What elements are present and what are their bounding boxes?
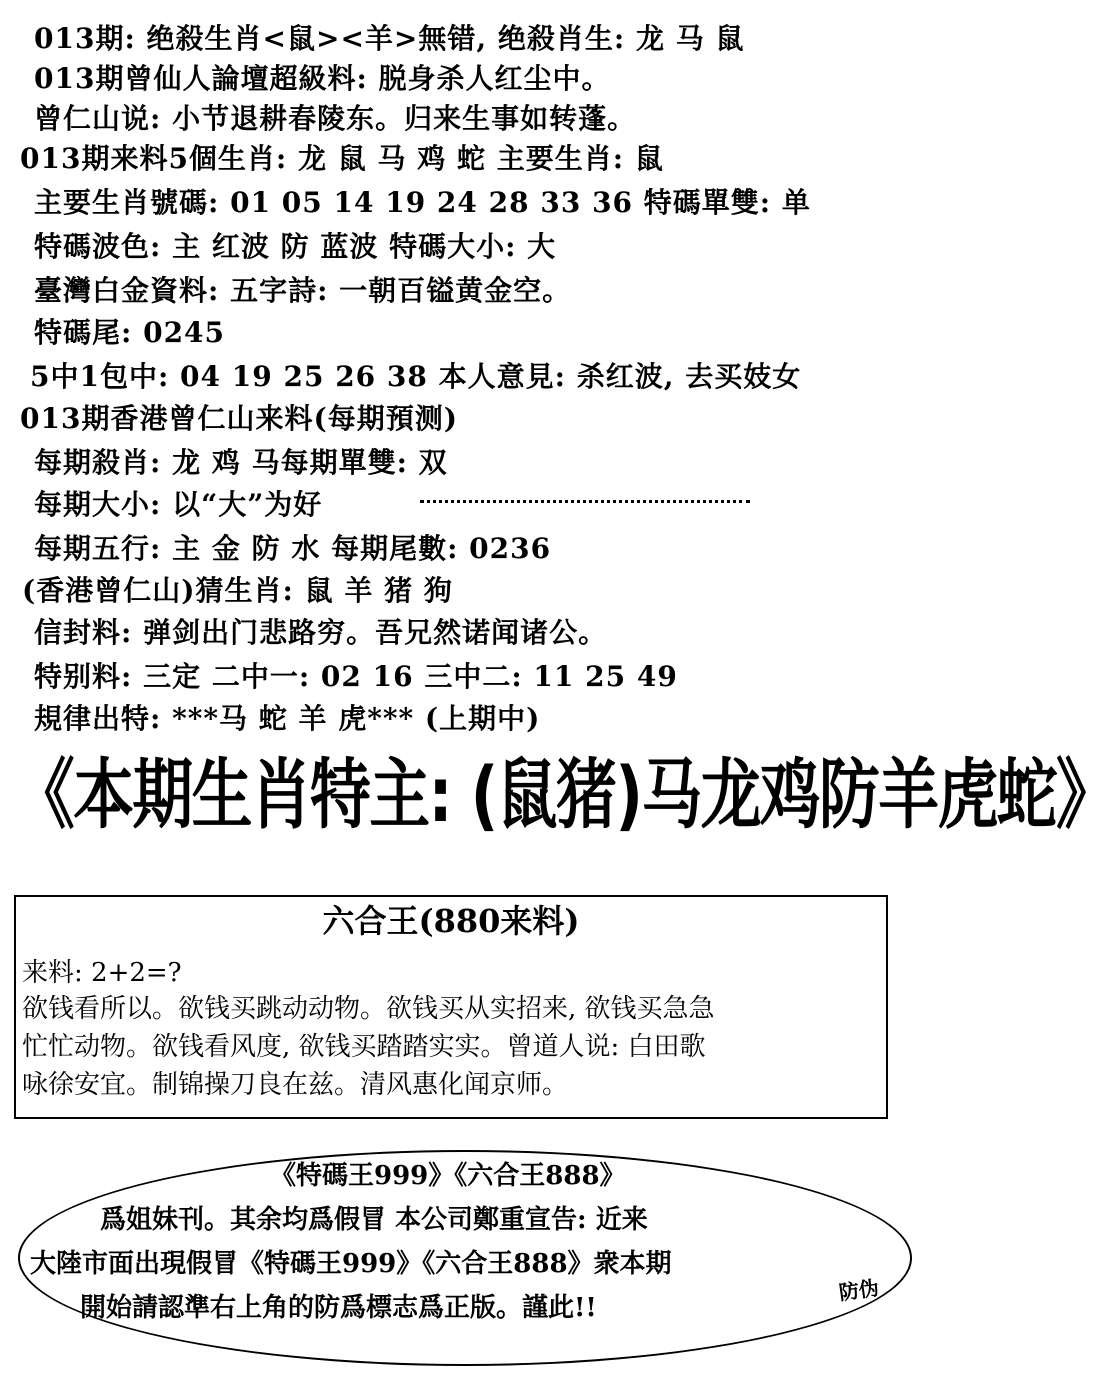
text-line: 013期曾仙人論壇超級料: 脱身杀人红尘中。 — [34, 62, 611, 95]
box-line: 欲钱看所以。欲钱买跳动动物。欲钱买从实招来, 欲钱买急急 — [22, 994, 715, 1024]
notice-line: 大陸市面出現假冒《特碼王999》《六合王888》衆本期 — [30, 1249, 672, 1279]
text-line: 每期大小: 以“大”为好 — [34, 488, 323, 521]
box-line: 咏徐安宜。制锦操刀良在兹。清风惠化闻京师。 — [22, 1070, 569, 1100]
anti-counterfeit-stamp: 防伪 — [837, 1275, 881, 1305]
text-line: 5中1包中: 04 19 25 26 38 本人意見: 杀红波, 去买妓女 — [30, 360, 802, 393]
text-line: 主要生肖號碼: 01 05 14 19 24 28 33 36 特碼單雙: 单 — [34, 186, 811, 219]
text-line: 013期香港曾仁山来料(每期預测) — [20, 402, 458, 435]
text-line: 特碼尾: 0245 — [34, 316, 226, 349]
box-title: 六合王(880来料) — [322, 902, 580, 940]
text-line: 曾仁山说: 小节退耕春陵东。归来生事如转蓬。 — [34, 102, 637, 135]
text-line: 特碼波色: 主 红波 防 蓝波 特碼大小: 大 — [34, 230, 557, 263]
notice-line: 開始請認準右上角的防爲標志爲正版。謹此!! — [80, 1293, 597, 1323]
text-line: 013期来料5個生肖: 龙 鼠 马 鸡 蛇 主要生肖: 鼠 — [20, 142, 664, 175]
text-line: 013期: 绝殺生肖<鼠><羊>無错, 绝殺肖生: 龙 马 鼠 — [34, 22, 745, 55]
text-line: 每期五行: 主 金 防 水 每期尾數: 0236 — [34, 532, 552, 565]
text-line: 臺灣白金資料: 五字詩: 一朝百镒黄金空。 — [34, 274, 572, 307]
headline: 《本期生肖特主: (鼠猪)马龙鸡防羊虎蛇》 — [14, 750, 1115, 839]
text-line: 信封料: 弹剑出门悲路穷。吾兄然诺闻诸公。 — [34, 616, 608, 649]
notice-line: 爲姐妹刊。其余均爲假冒 本公司鄭重宣告: 近来 — [100, 1205, 648, 1235]
liuhewang-box — [14, 895, 888, 1119]
box-line: 忙忙动物。欲钱看风度, 欲钱买踏踏实实。曾道人说: 白田歌 — [22, 1032, 706, 1062]
text-line: 特别料: 三定 二中一: 02 16 三中二: 11 25 49 — [34, 660, 678, 693]
text-line: 每期殺肖: 龙 鸡 马每期單雙: 双 — [34, 446, 448, 479]
notice-line: 《特碼王999》《六合王888》 — [270, 1161, 626, 1191]
notice-oval — [18, 1150, 912, 1366]
text-line: (香港曾仁山)猜生肖: 鼠 羊 猪 狗 — [22, 574, 453, 607]
text-line: 規律出特: ***马 蛇 羊 虎*** (上期中) — [34, 702, 541, 735]
dotted-divider — [420, 500, 750, 515]
box-line: 来料: 2+2=? — [22, 958, 182, 988]
